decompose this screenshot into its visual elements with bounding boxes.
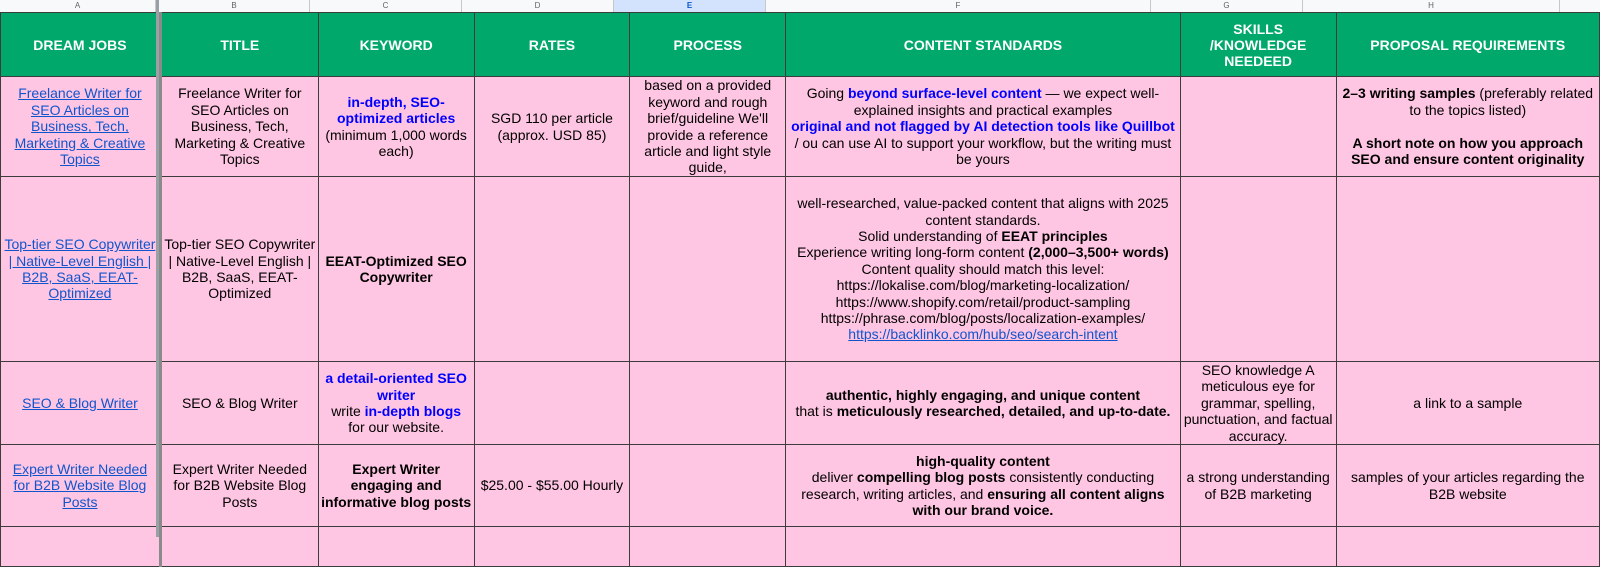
cell-keyword[interactable]: EEAT-Optimized SEO Copywriter xyxy=(318,177,474,362)
cell-process[interactable] xyxy=(630,527,786,567)
header-keyword[interactable]: KEYWORD xyxy=(318,13,474,77)
column-letter-a[interactable]: A xyxy=(0,0,156,12)
cell-rates[interactable] xyxy=(474,527,630,567)
column-letter-e[interactable]: E xyxy=(614,0,766,12)
column-letter-b[interactable]: B xyxy=(159,0,310,12)
cell-content-standards[interactable] xyxy=(786,527,1181,567)
dream-job-link[interactable]: Expert Writer Needed for B2B Website Blog Posts xyxy=(12,460,148,510)
cell-keyword[interactable]: Expert Writer engaging and informative blog posts xyxy=(318,445,474,527)
header-rates[interactable]: RATES xyxy=(474,13,630,77)
dream-job-link[interactable]: Top-tier SEO Copywriter | Native-Level English | B2B, SaaS, EEAT-Optimized xyxy=(4,236,156,302)
column-letter-g[interactable]: G xyxy=(1151,0,1303,12)
cell-title[interactable] xyxy=(160,527,318,567)
cell-proposal[interactable]: samples of your articles regarding the B2B website xyxy=(1336,445,1599,527)
cell-content-standards[interactable]: high-quality content deliver compelling blog posts consistently conducting research, writing articles, and ensuring all content aligns with our brand voice. xyxy=(786,445,1181,527)
spreadsheet-grid xyxy=(0,12,1600,567)
cell-skills[interactable]: a strong understanding of B2B marketing xyxy=(1180,445,1336,527)
cell-dream-job[interactable] xyxy=(1,445,161,527)
table-row xyxy=(1,445,1600,527)
cell-rates[interactable] xyxy=(474,177,630,362)
search-intent-link[interactable]: https://backlinko.com/hub/seo/search-intent xyxy=(848,326,1118,343)
cell-keyword[interactable]: in-depth, SEO-optimized articles (minimum 1,000 words each) xyxy=(318,77,474,177)
cell-dream-job[interactable] xyxy=(1,77,161,177)
cell-process[interactable] xyxy=(630,177,786,362)
cell-title[interactable]: Freelance Writer for SEO Articles on Business, Tech, Marketing & Creative Topics xyxy=(160,77,318,177)
cell-content-standards[interactable]: Going beyond surface-level content — we expect well-explained insights and practical examples original and not flagged by AI detection tools like Quillbot / ou can use AI to support your workflow, but the writing must be yours xyxy=(786,77,1181,177)
table-row xyxy=(1,527,1600,567)
header-title[interactable]: TITLE xyxy=(160,13,318,77)
cell-rates[interactable]: SGD 110 per article (approx. USD 85) xyxy=(474,77,630,177)
cell-content-standards[interactable]: well-researched, value-packed content that aligns with 2025 content standards. Solid understanding of EEAT principles Experience writing long-form content (2,000–3,500+ words) Content quality should match this level: https://lokalise.com/blog/marketing-localization/ https://www.shopify.com/retail/product-sampling https://phrase.com/blog/posts/localization-examples/ https://backlinko.com/hub/seo/search-intent xyxy=(786,177,1181,362)
cell-rates[interactable]: $25.00 - $55.00 Hourly xyxy=(474,445,630,527)
cell-dream-job[interactable] xyxy=(1,362,161,445)
cell-skills[interactable] xyxy=(1180,77,1336,177)
cell-title[interactable]: SEO & Blog Writer xyxy=(160,362,318,445)
cell-skills[interactable] xyxy=(1180,177,1336,362)
cell-rates[interactable] xyxy=(474,362,630,445)
cell-keyword[interactable] xyxy=(318,527,474,567)
header-content-standards[interactable]: CONTENT STANDARDS xyxy=(786,13,1181,77)
cell-title[interactable]: Expert Writer Needed for B2B Website Blog Posts xyxy=(160,445,318,527)
header-skills[interactable]: SKILLS /KNOWLEDGE NEEDEED xyxy=(1180,13,1336,77)
cell-proposal[interactable]: a link to a sample xyxy=(1336,362,1599,445)
cell-process[interactable]: based on a provided keyword and rough brief/guideline We'll provide a reference article and light style guide, xyxy=(630,77,786,177)
cell-skills[interactable] xyxy=(1180,527,1336,567)
cell-dream-job[interactable] xyxy=(1,527,161,567)
table-row xyxy=(1,362,1600,445)
table-row xyxy=(1,77,1600,177)
dream-job-link[interactable]: SEO & Blog Writer xyxy=(22,394,138,411)
column-letter-c[interactable]: C xyxy=(310,0,462,12)
header-dream-jobs[interactable]: DREAM JOBS xyxy=(1,13,161,77)
cell-proposal[interactable] xyxy=(1336,177,1599,362)
cell-proposal[interactable]: 2–3 writing samples (preferably related to the topics listed) A short note on how you approach SEO and ensure content originality xyxy=(1336,77,1599,177)
dream-job-link[interactable]: Freelance Writer for SEO Articles on Business, Tech, Marketing & Creative Topics xyxy=(14,85,146,168)
cell-process[interactable] xyxy=(630,445,786,527)
table-row xyxy=(1,177,1600,362)
header-process[interactable]: PROCESS xyxy=(630,13,786,77)
cell-title[interactable]: Top-tier SEO Copywriter | Native-Level English | B2B, SaaS, EEAT-Optimized xyxy=(160,177,318,362)
header-row xyxy=(1,13,1600,77)
cell-proposal[interactable] xyxy=(1336,527,1599,567)
cell-dream-job[interactable] xyxy=(1,177,161,362)
column-letter-h[interactable]: H xyxy=(1303,0,1560,12)
cell-process[interactable] xyxy=(630,362,786,445)
frozen-column-divider[interactable] xyxy=(156,0,159,537)
column-letter-d[interactable]: D xyxy=(462,0,614,12)
cell-content-standards[interactable]: authentic, highly engaging, and unique content that is meticulously researched, detailed, and up-to-date. xyxy=(786,362,1181,445)
column-letter-f[interactable]: F xyxy=(766,0,1151,12)
header-proposal-requirements[interactable]: PROPOSAL REQUIREMENTS xyxy=(1336,13,1599,77)
cell-keyword[interactable]: a detail-oriented SEO writer write in-depth blogs for our website. xyxy=(318,362,474,445)
cell-skills[interactable]: SEO knowledge A meticulous eye for grammar, spelling, punctuation, and factual accuracy. xyxy=(1180,362,1336,445)
